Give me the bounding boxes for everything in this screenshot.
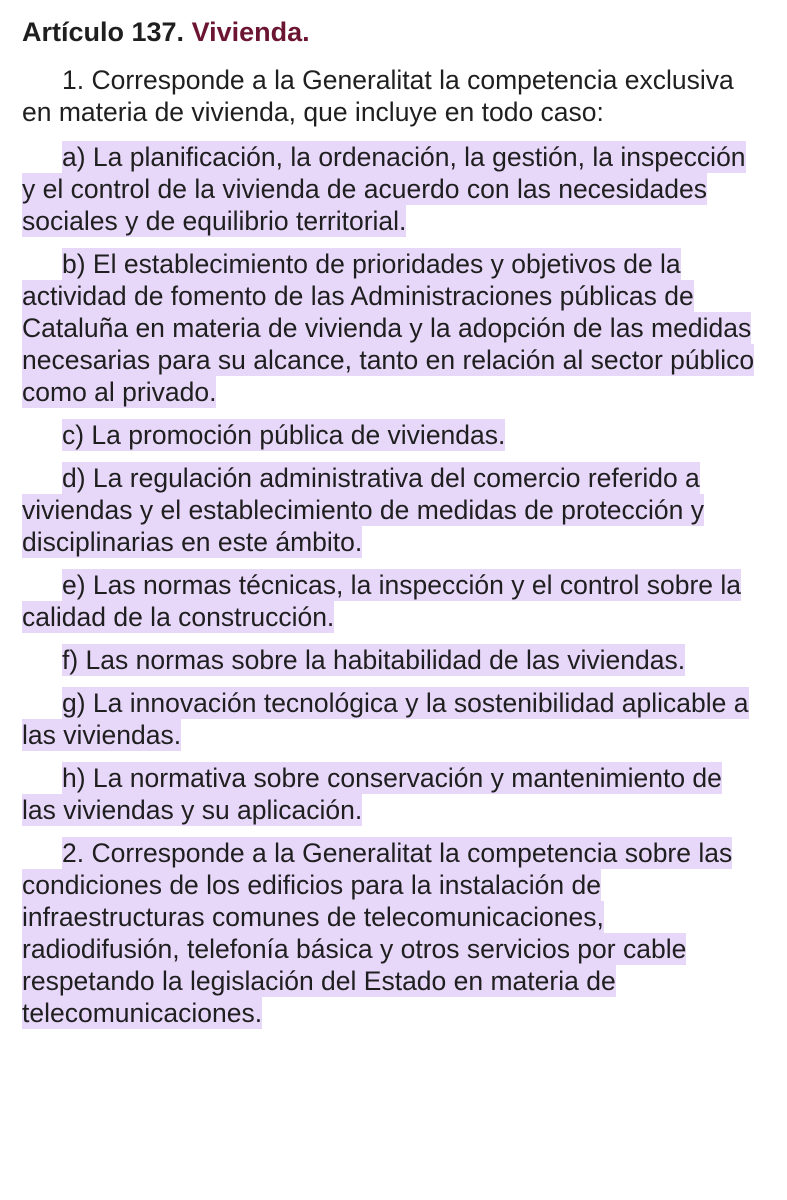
paragraph-e-text[interactable]: e) Las normas técnicas, la inspección y el control sobre la calidad de la construcción. xyxy=(22,570,742,632)
paragraph-b-text[interactable]: b) El establecimiento de prioridades y objetivos de la actividad de fomento de las Administraciones públicas de Cataluña en materia de vivienda y la adopción de las medidas necesarias para su alcance, tanto en relación al sector público como al privado. xyxy=(22,249,755,407)
paragraph-1-text: 1. Corresponde a la Generalitat la competencia exclusiva en materia de vivienda, que incluye en todo caso: xyxy=(22,65,734,127)
paragraph-1 xyxy=(22,64,759,128)
paragraph-e xyxy=(22,569,759,633)
paragraph-c-text[interactable]: c) La promoción pública de viviendas. xyxy=(62,420,506,450)
paragraph-h-text[interactable]: h) La normativa sobre conservación y mantenimiento de las viviendas y su aplicación. xyxy=(22,763,722,825)
paragraph-c xyxy=(22,419,759,451)
paragraph-2-text[interactable]: 2. Corresponde a la Generalitat la competencia sobre las condiciones de los edificios para la instalación de infraestructuras comunes de telecomunicaciones, radiodifusión, telefonía básica y otros servicios por cable respetando la legislación del Estado en materia de telecomunicaciones. xyxy=(22,838,733,1028)
paragraph-a xyxy=(22,141,759,237)
paragraph-f xyxy=(22,644,759,676)
paragraph-g-text[interactable]: g) La innovación tecnológica y la sostenibilidad aplicable a las viviendas. xyxy=(22,688,749,750)
article-number: Artículo 137. xyxy=(22,17,185,47)
paragraph-f-text[interactable]: f) Las normas sobre la habitabilidad de las viviendas. xyxy=(62,645,686,675)
paragraph-h xyxy=(22,762,759,826)
paragraph-2 xyxy=(22,837,759,1029)
paragraph-d-text[interactable]: d) La regulación administrativa del comercio referido a viviendas y el establecimiento de medidas de protección y disciplinarias en este ámbito. xyxy=(22,463,705,557)
paragraph-g xyxy=(22,687,759,751)
article-title: Vivienda. xyxy=(191,17,310,47)
article-heading xyxy=(22,16,759,48)
paragraph-d xyxy=(22,462,759,558)
paragraph-a-text[interactable]: a) La planificación, la ordenación, la gestión, la inspección y el control de la vivienda de acuerdo con las necesidades sociales y de equilibrio territorial. xyxy=(22,142,746,236)
paragraph-b xyxy=(22,248,759,408)
